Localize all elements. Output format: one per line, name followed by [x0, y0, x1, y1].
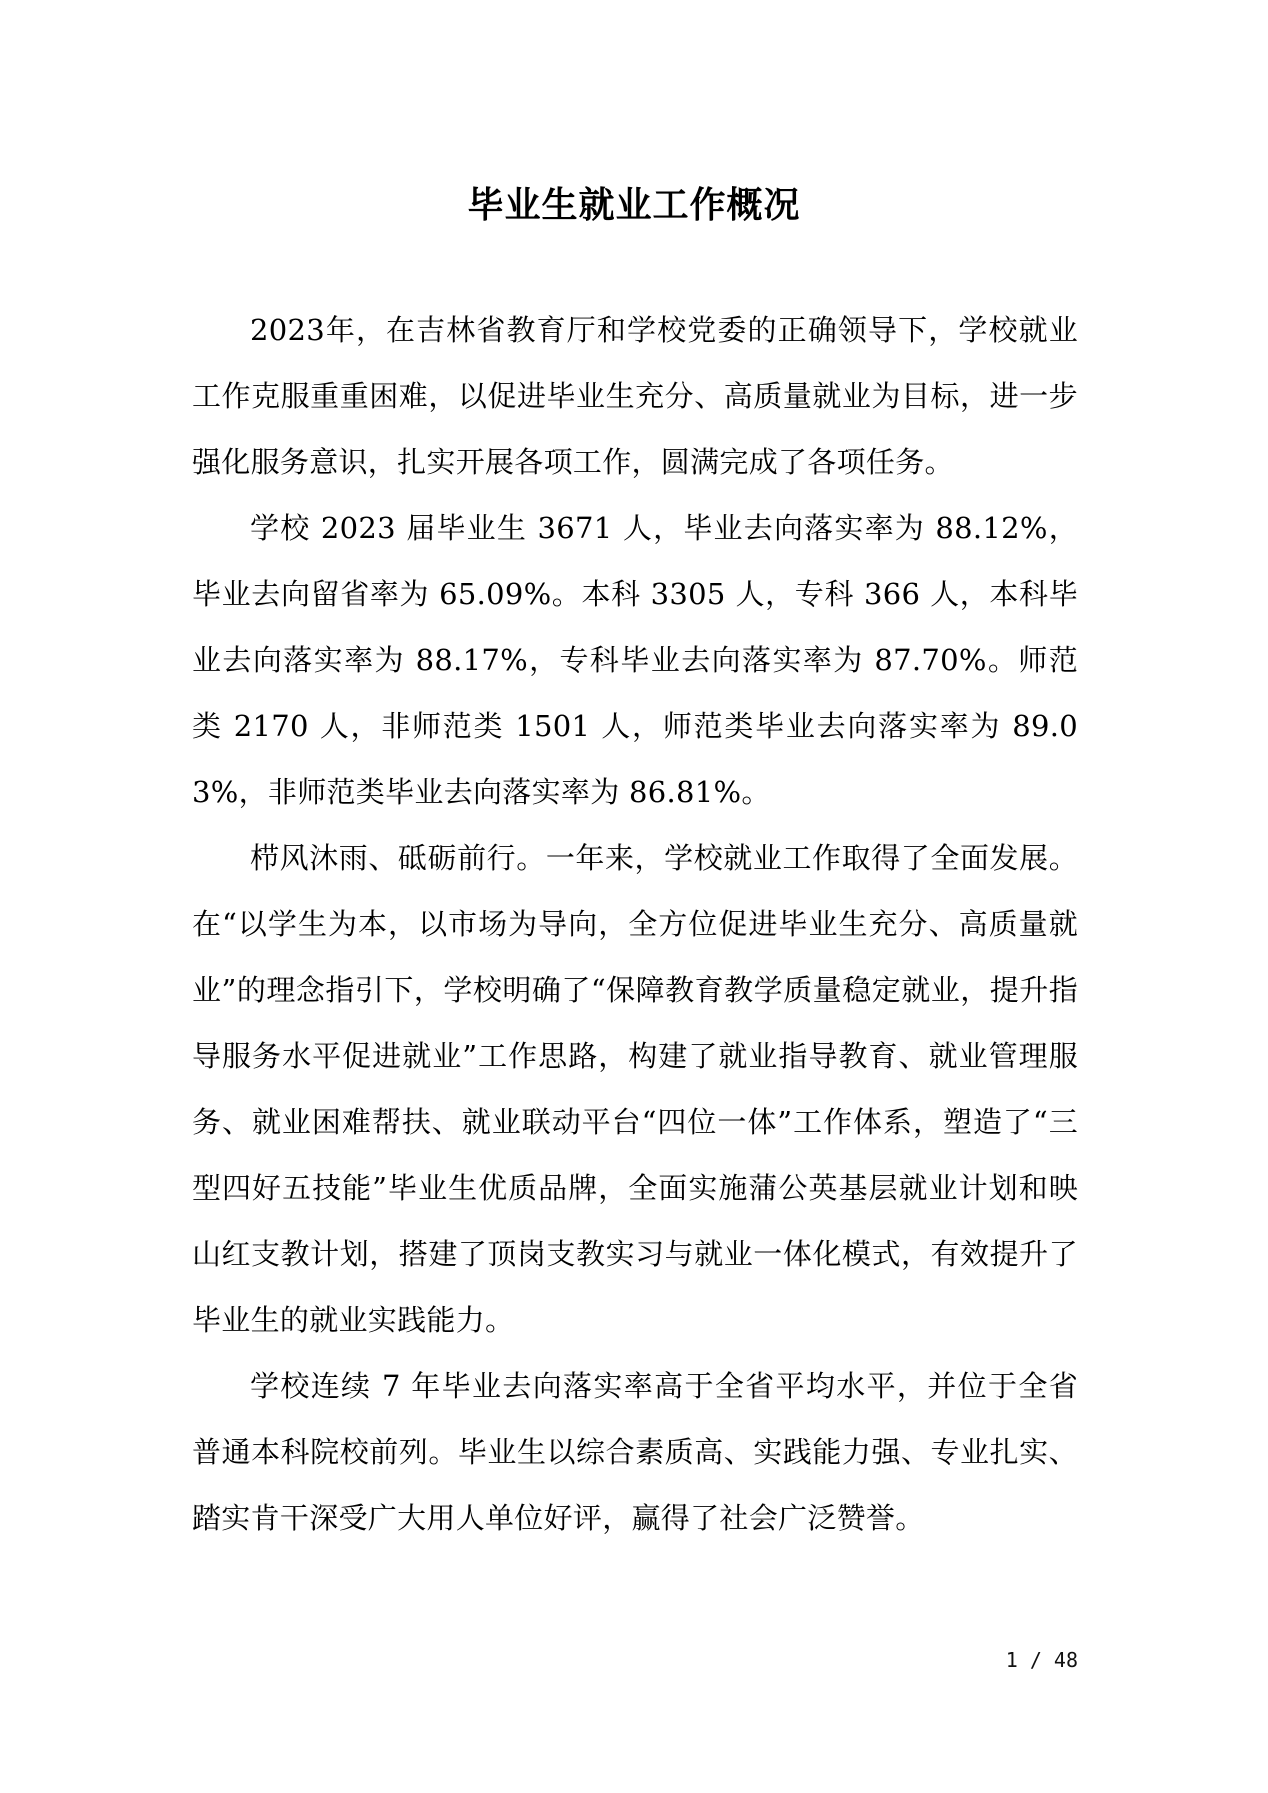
body-text — [192, 297, 1078, 1551]
paragraph-intro: 2023年，在吉林省教育厅和学校党委的正确领导下，学校就业工作克服重重困难，以促进毕业生充分、高质量就业为目标，进一步强化服务意识，扎实开展各项工作，圆满完成了各项任务。 — [192, 313, 1078, 479]
paragraph-achievement: 学校连续 7 年毕业去向落实率高于全省平均水平，并位于全省普通本科院校前列。毕业生以综合素质高、实践能力强、专业扎实、踏实肯干深受广大用人单位好评，赢得了社会广泛赞誉。 — [192, 1369, 1078, 1535]
page-number: 1 / 48 — [1005, 1648, 1078, 1672]
paragraph-development: 栉风沐雨、砥砺前行。一年来，学校就业工作取得了全面发展。在“以学生为本，以市场为导向，全方位促进毕业生充分、高质量就业”的理念指引下，学校明确了“保障教育教学质量稳定就业，提升指导服务水平促进就业”工作思路，构建了就业指导教育、就业管理服务、就业困难帮扶、就业联动平台“四位一体”工作体系，塑造了“三型四好五技能”毕业生优质品牌，全面实施蒲公英基层就业计划和映山红支教计划，搭建了顶岗支教实习与就业一体化模式，有效提升了毕业生的就业实践能力。 — [192, 841, 1078, 1337]
paragraph-statistics: 学校 2023 届毕业生 3671 人，毕业去向落实率为 88.12%，毕业去向留省率为 65.09%。本科 3305 人，专科 366 人，本科毕业去向落实率为 88.17%，专科毕业去向落实率为 87.70%。师范类 2170 人，非师范类 1501 人，师范类毕业去向落实率为 89.03%，非师范类毕业去向落实率为 86.81%。 — [192, 511, 1078, 809]
page-title: 毕业生就业工作概况 — [467, 185, 801, 226]
